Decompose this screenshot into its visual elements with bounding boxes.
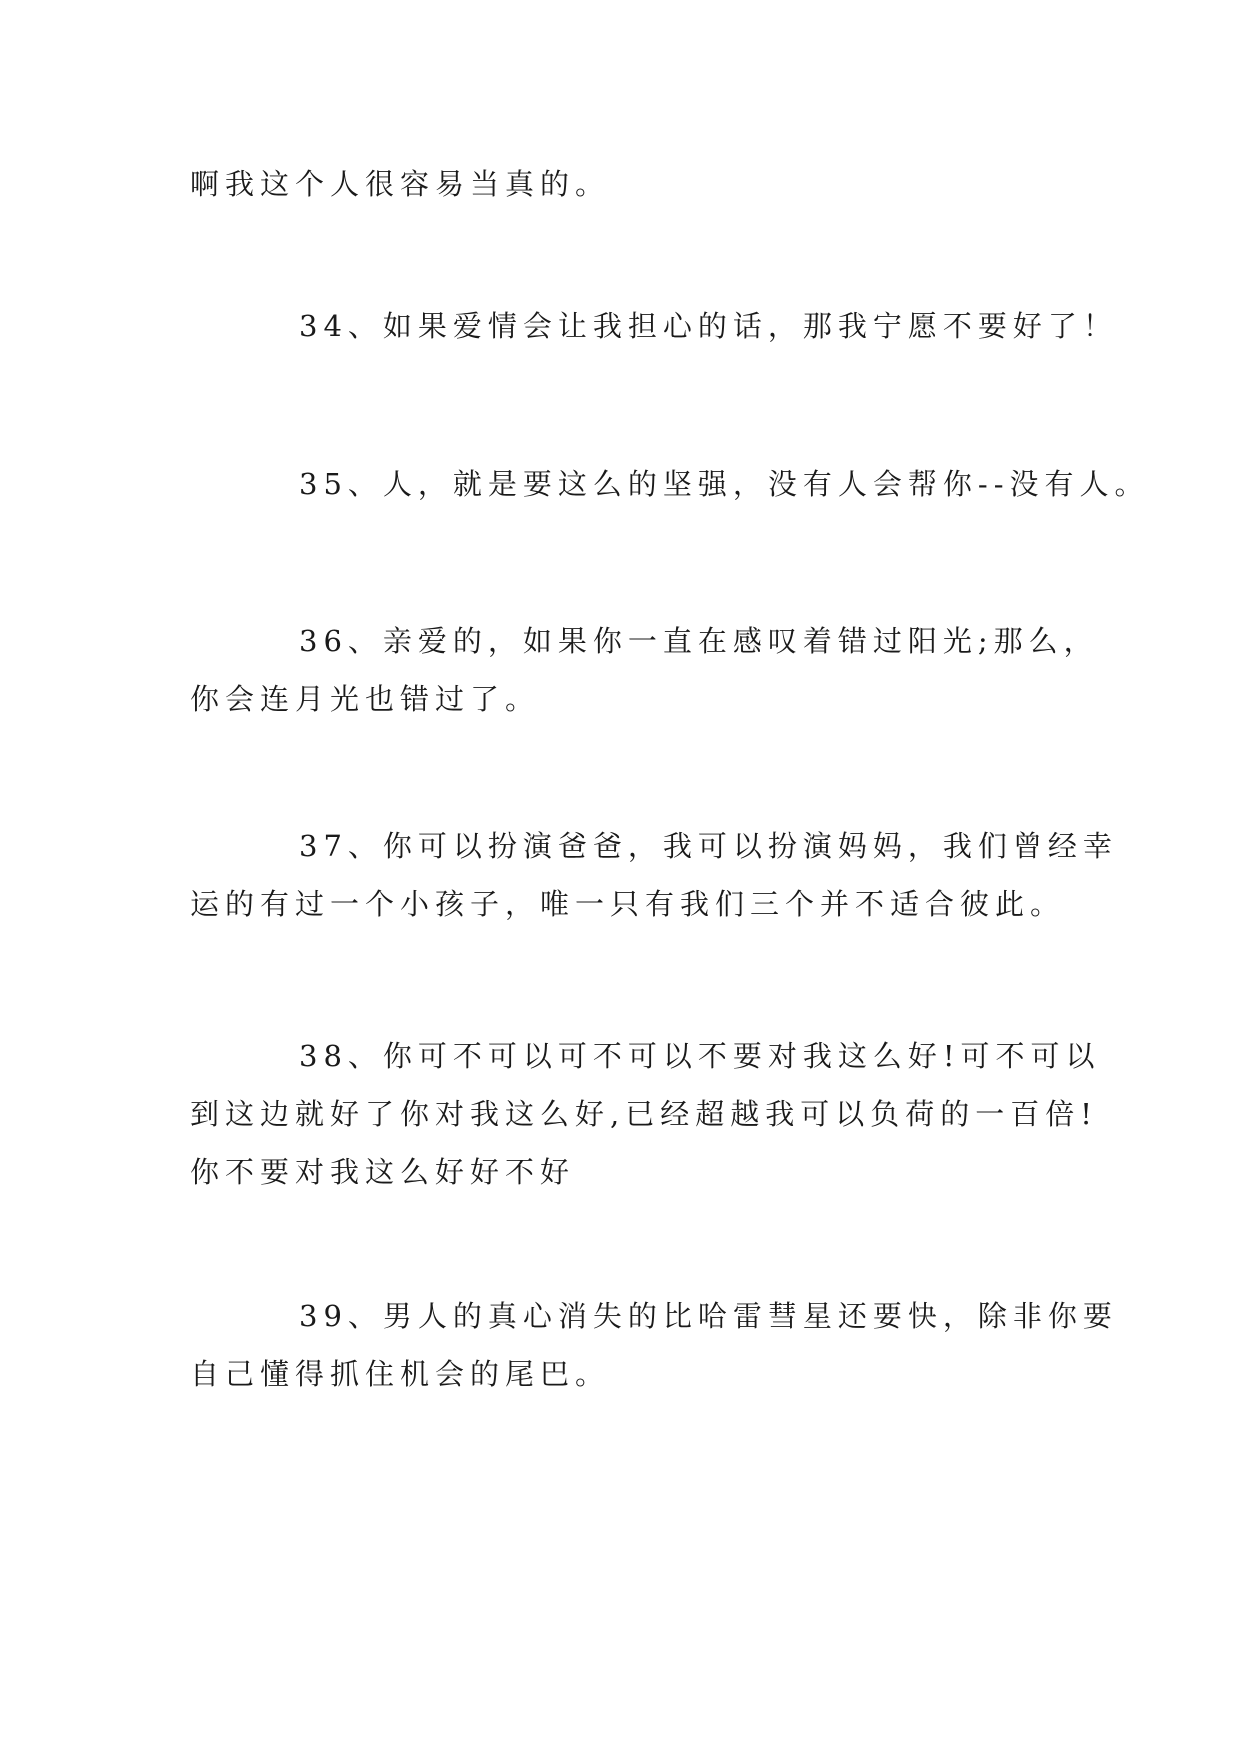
text-line: 34、如果爱情会让我担心的话，那我宁愿不要好了！	[299, 309, 1118, 343]
text-line: 到这边就好了你对我这么好,已经超越我可以负荷的一百倍!	[190, 1097, 1098, 1131]
paragraph-36	[190, 612, 1099, 728]
text-line: 38、你可不可以可不可以不要对我这么好!可不可以	[299, 1039, 1101, 1073]
paragraph-39	[190, 1287, 1118, 1403]
text-line: 35、人，就是要这么的坚强，没有人会帮你--没有人。	[299, 467, 1150, 501]
text-line: 运的有过一个小孩子，唯一只有我们三个并不适合彼此。	[190, 887, 1066, 921]
paragraph-37	[190, 817, 1118, 933]
text-line: 你不要对我这么好好不好	[190, 1155, 576, 1189]
text-line: 37、你可以扮演爸爸，我可以扮演妈妈，我们曾经幸	[299, 829, 1118, 863]
paragraph-38	[190, 1027, 1101, 1201]
text-line: 36、亲爱的，如果你一直在感叹着错过阳光;那么，	[299, 624, 1099, 658]
paragraph-35	[190, 455, 1150, 513]
text-line: 啊我这个人很容易当真的。	[190, 167, 611, 201]
paragraph-33-continuation	[190, 155, 1070, 213]
text-line: 你会连月光也错过了。	[190, 682, 541, 716]
paragraph-34	[190, 297, 1118, 355]
text-line: 自己懂得抓住机会的尾巴。	[190, 1357, 611, 1391]
text-line: 39、男人的真心消失的比哈雷彗星还要快，除非你要	[299, 1299, 1118, 1333]
